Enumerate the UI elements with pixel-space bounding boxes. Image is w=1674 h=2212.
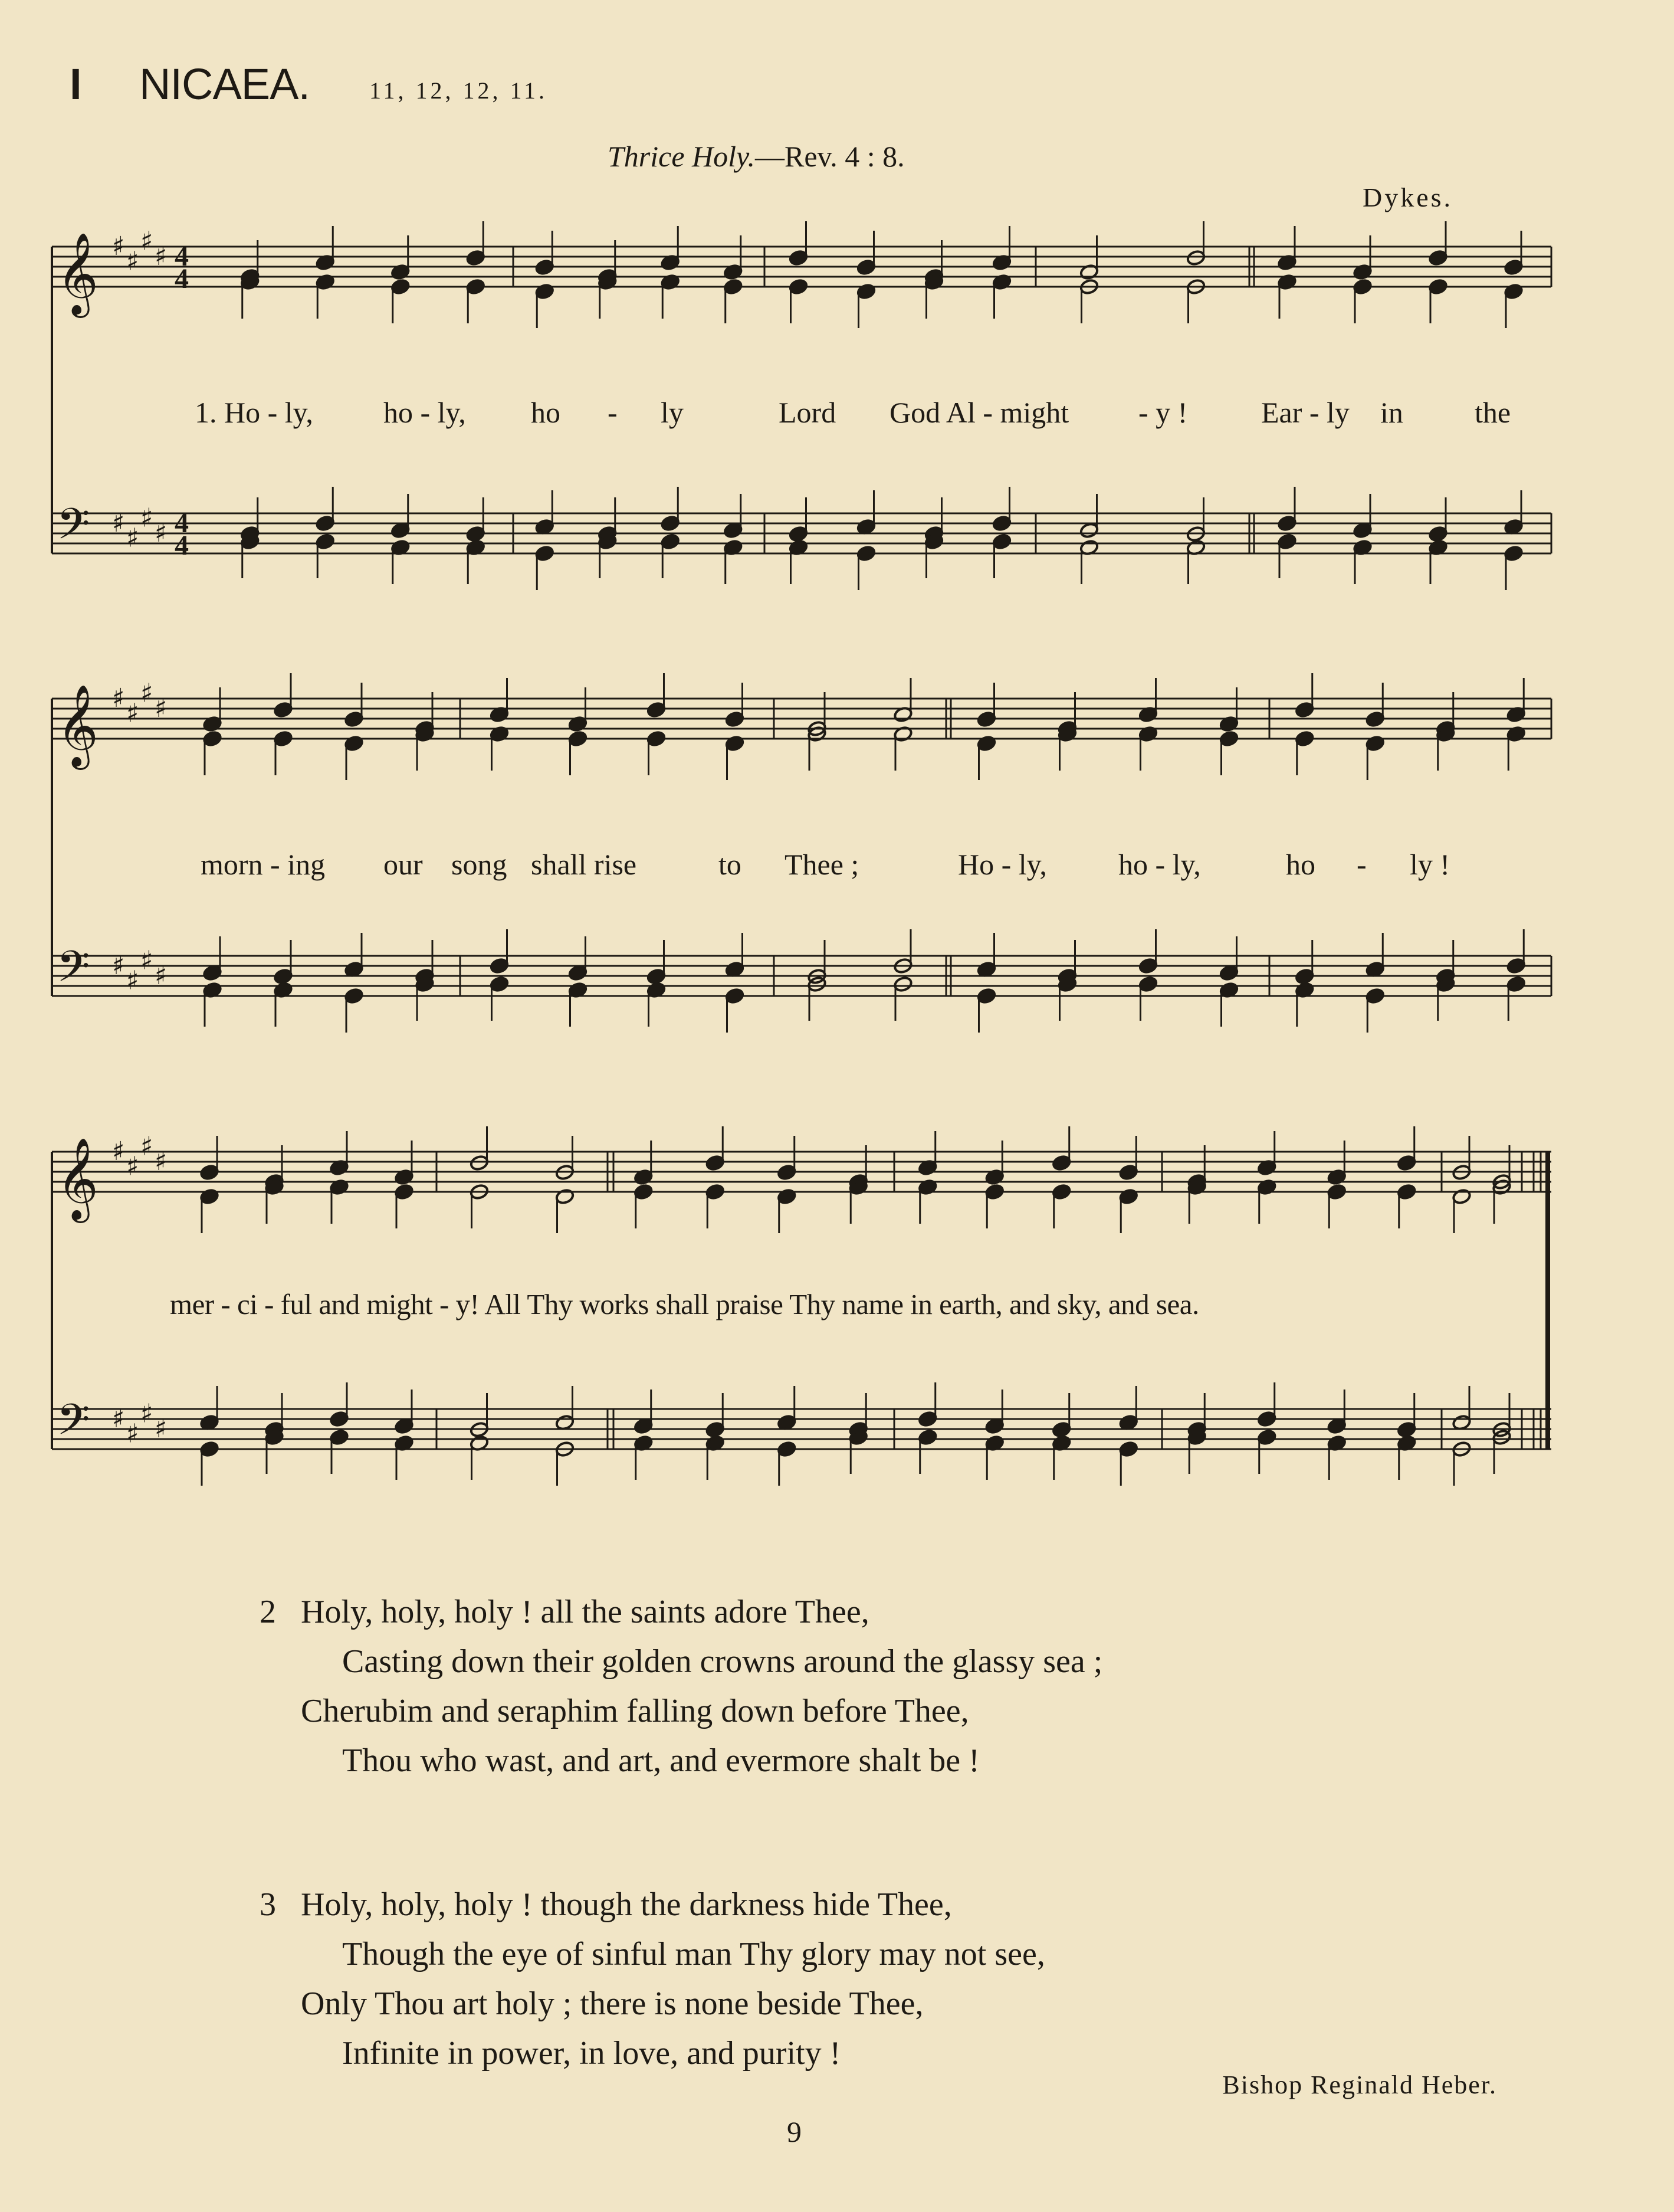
lyric-syllable: - (1357, 848, 1367, 881)
hymn-title: Thrice Holy. (608, 140, 755, 173)
stanza-line: Holy, holy, holy ! though the darkness hide Thee, (301, 1886, 952, 1923)
sharp-sign: ♯ (155, 1146, 168, 1177)
lyric-syllable: our (383, 848, 423, 881)
sharp-sign: ♯ (126, 523, 139, 553)
meter: 11, 12, 12, 11. (369, 77, 548, 104)
stanza-line: Though the eye of sinful man Thy glory may not see, (342, 1936, 1045, 1972)
bass-clef: 𝄢 (57, 1394, 90, 1455)
sharp-sign: ♯ (155, 241, 168, 271)
time-signature-top: 4 (175, 241, 189, 272)
treble-clef: 𝄞 (57, 1138, 99, 1220)
sharp-sign: ♯ (126, 246, 139, 277)
stanza-line: Thou who wast, and art, and evermore shalt be ! (342, 1742, 980, 1779)
sharp-sign: ♯ (155, 1414, 168, 1444)
stanza-number: 2 (260, 1594, 276, 1630)
sharp-sign: ♯ (112, 508, 125, 538)
reference-text: —Rev. 4 : 8. (754, 140, 905, 173)
lyric-syllable: song (451, 848, 507, 881)
treble-clef: 𝄞 (57, 684, 99, 766)
stanza-line: Holy, holy, holy ! all the saints adore Thee, (301, 1594, 869, 1630)
author-credit: Bishop Reginald Heber. (1222, 2070, 1497, 2099)
time-signature-top: 4 (175, 507, 189, 539)
lyric-syllable: - (608, 396, 618, 429)
sharp-sign: ♯ (140, 1398, 153, 1429)
sharp-sign: ♯ (155, 518, 168, 548)
sharp-sign: ♯ (140, 678, 153, 709)
stanza-2 (260, 1587, 1102, 1785)
lyric-syllable: ly ! (1410, 848, 1450, 881)
stanza-number: 3 (260, 1886, 276, 1923)
lyric-syllable: ho - ly, (383, 396, 466, 429)
stanza-line: Only Thou art holy ; there is none beside Thee, (301, 1985, 924, 2022)
sharp-sign: ♯ (112, 951, 125, 981)
sharp-sign: ♯ (126, 1151, 139, 1182)
sharp-sign: ♯ (112, 1136, 125, 1166)
lyric-syllable: ho - ly, (1118, 848, 1201, 881)
stanza-3 (260, 1880, 1045, 2078)
time-signature-bottom: 4 (175, 263, 189, 294)
sharp-sign: ♯ (112, 1404, 125, 1434)
lyric-syllable: ho (1286, 848, 1315, 881)
lyric-syllable: ho (531, 396, 560, 429)
lyric-syllable: morn - ing (201, 848, 326, 881)
sharp-sign: ♯ (126, 1418, 139, 1449)
stanza-line: Casting down their golden crowns around the glassy sea ; (342, 1643, 1103, 1680)
time-signature-bottom: 4 (175, 530, 189, 561)
stanza-line: Infinite in power, in love, and purity ! (342, 2035, 841, 2072)
sharp-sign: ♯ (140, 1131, 153, 1162)
stanza-line: Cherubim and seraphim falling down before Thee, (301, 1693, 969, 1729)
sharp-sign: ♯ (112, 231, 125, 261)
lyric-syllable: ly (661, 396, 684, 429)
sharp-sign: ♯ (126, 698, 139, 729)
lyric-syllable: - y ! (1138, 396, 1188, 429)
page-number: 9 (787, 2115, 802, 2148)
lyrics-line-3: mer - ci - ful and might - y! All Thy works shall praise Thy name in earth, and sky, and sea. (170, 1288, 1199, 1320)
treble-clef: 𝄞 (57, 232, 99, 314)
lyric-syllable: Ear - ly (1261, 396, 1350, 429)
lyric-syllable: to (718, 848, 741, 881)
lyric-syllable: 1. Ho - ly, (195, 396, 313, 429)
lyric-syllable: Ho - ly, (958, 848, 1047, 881)
sharp-sign: ♯ (112, 683, 125, 713)
lyric-syllable: in (1380, 396, 1403, 429)
hymn-number: I (70, 60, 82, 109)
sharp-sign: ♯ (140, 226, 153, 257)
lyric-syllable: Thee ; (785, 848, 859, 881)
lyric-syllable: the (1475, 396, 1511, 429)
sharp-sign: ♯ (140, 945, 153, 976)
sharp-sign: ♯ (126, 965, 139, 996)
lyric-syllable: Lord (779, 396, 836, 429)
sharp-sign: ♯ (140, 503, 153, 533)
lyric-syllable: shall rise (531, 848, 637, 881)
composer: Dykes. (1363, 182, 1453, 212)
bass-clef: 𝄢 (57, 941, 90, 1002)
sharp-sign: ♯ (155, 961, 168, 991)
bass-clef: 𝄢 (57, 499, 90, 559)
tune-name: NICAEA. (139, 60, 310, 109)
lyric-syllable: God Al - might (889, 396, 1069, 429)
sharp-sign: ♯ (155, 693, 168, 723)
